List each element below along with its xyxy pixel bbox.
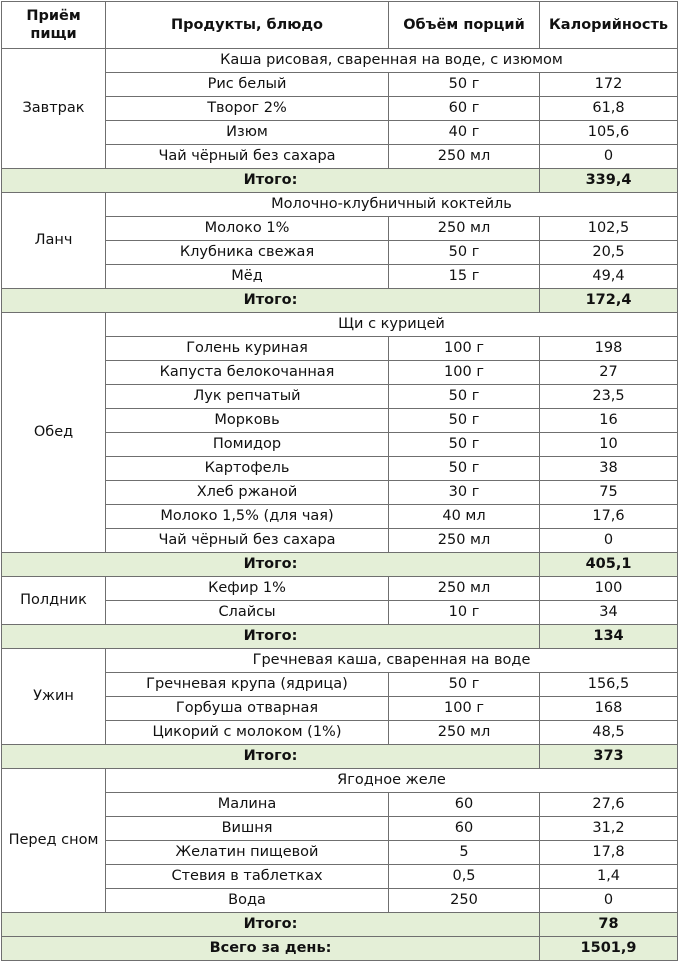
product-cell: Слайсы (106, 601, 389, 625)
product-cell: Молоко 1% (106, 217, 389, 241)
header-row (2, 2, 678, 49)
portion-cell: 100 г (389, 697, 540, 721)
total-value: 339,4 (540, 169, 678, 193)
portion-cell: 50 г (389, 409, 540, 433)
meal-name: Завтрак (2, 49, 106, 169)
calories-cell: 17,6 (540, 505, 678, 529)
total-label: Итого: (2, 169, 540, 193)
product-cell: Чай чёрный без сахара (106, 145, 389, 169)
calories-cell: 105,6 (540, 121, 678, 145)
portion-cell: 50 г (389, 673, 540, 697)
product-cell: Цикорий с молоком (1%) (106, 721, 389, 745)
product-cell: Творог 2% (106, 97, 389, 121)
calories-cell: 38 (540, 457, 678, 481)
product-cell: Малина (106, 793, 389, 817)
total-value: 373 (540, 745, 678, 769)
meal-name: Перед сном (2, 769, 106, 913)
total-label: Итого: (2, 289, 540, 313)
portion-cell: 250 (389, 889, 540, 913)
dish-name: Ягодное желе (106, 769, 678, 793)
portion-cell: 60 г (389, 97, 540, 121)
total-row (2, 625, 678, 649)
header-meal: Приём пищи (2, 2, 106, 49)
product-cell: Изюм (106, 121, 389, 145)
dish-row (2, 193, 678, 217)
portion-cell: 40 мл (389, 505, 540, 529)
portion-cell: 50 г (389, 385, 540, 409)
grand-total-label: Всего за день: (2, 937, 540, 961)
portion-cell: 40 г (389, 121, 540, 145)
portion-cell: 100 г (389, 337, 540, 361)
product-cell: Помидор (106, 433, 389, 457)
product-cell: Гречневая крупа (ядрица) (106, 673, 389, 697)
total-row (2, 169, 678, 193)
header-calories: Калорийность (540, 2, 678, 49)
portion-cell: 100 г (389, 361, 540, 385)
portion-cell: 50 г (389, 73, 540, 97)
total-value: 134 (540, 625, 678, 649)
portion-cell: 5 (389, 841, 540, 865)
calories-cell: 17,8 (540, 841, 678, 865)
product-cell: Вишня (106, 817, 389, 841)
product-cell: Горбуша отварная (106, 697, 389, 721)
calories-cell: 198 (540, 337, 678, 361)
total-row (2, 553, 678, 577)
total-value: 78 (540, 913, 678, 937)
header-portion: Объём порций (389, 2, 540, 49)
portion-cell: 0,5 (389, 865, 540, 889)
product-cell: Стевия в таблетках (106, 865, 389, 889)
dish-name: Молочно-клубничный коктейль (106, 193, 678, 217)
calories-cell: 1,4 (540, 865, 678, 889)
portion-cell: 250 мл (389, 217, 540, 241)
table-header (2, 2, 678, 49)
portion-cell: 250 мл (389, 145, 540, 169)
grand-total-row (2, 937, 678, 961)
table-body (2, 49, 678, 961)
calories-cell: 0 (540, 145, 678, 169)
total-label: Итого: (2, 625, 540, 649)
calories-cell: 31,2 (540, 817, 678, 841)
product-cell: Вода (106, 889, 389, 913)
table-row (2, 577, 678, 601)
meal-name: Обед (2, 313, 106, 553)
header-product: Продукты, блюдо (106, 2, 389, 49)
portion-cell: 50 г (389, 457, 540, 481)
calories-cell: 34 (540, 601, 678, 625)
calories-cell: 48,5 (540, 721, 678, 745)
portion-cell: 250 мл (389, 721, 540, 745)
product-cell: Мёд (106, 265, 389, 289)
calories-cell: 102,5 (540, 217, 678, 241)
calories-cell: 156,5 (540, 673, 678, 697)
product-cell: Картофель (106, 457, 389, 481)
calories-cell: 27 (540, 361, 678, 385)
grand-total-value: 1501,9 (540, 937, 678, 961)
product-cell: Морковь (106, 409, 389, 433)
dish-row (2, 649, 678, 673)
product-cell: Кефир 1% (106, 577, 389, 601)
product-cell: Капуста белокочанная (106, 361, 389, 385)
calories-cell: 0 (540, 889, 678, 913)
portion-cell: 50 г (389, 433, 540, 457)
total-label: Итого: (2, 913, 540, 937)
total-value: 172,4 (540, 289, 678, 313)
calories-cell: 100 (540, 577, 678, 601)
calories-cell: 75 (540, 481, 678, 505)
calories-cell: 61,8 (540, 97, 678, 121)
dish-row (2, 769, 678, 793)
meal-name: Полдник (2, 577, 106, 625)
portion-cell: 15 г (389, 265, 540, 289)
dish-name: Щи с курицей (106, 313, 678, 337)
portion-cell: 60 (389, 817, 540, 841)
calories-cell: 49,4 (540, 265, 678, 289)
portion-cell: 250 мл (389, 577, 540, 601)
dish-row (2, 49, 678, 73)
meal-name: Ужин (2, 649, 106, 745)
calories-cell: 20,5 (540, 241, 678, 265)
total-row (2, 289, 678, 313)
total-value: 405,1 (540, 553, 678, 577)
portion-cell: 30 г (389, 481, 540, 505)
product-cell: Рис белый (106, 73, 389, 97)
calories-cell: 27,6 (540, 793, 678, 817)
dish-row (2, 313, 678, 337)
calories-cell: 168 (540, 697, 678, 721)
dish-name: Каша рисовая, сваренная на воде, с изюмом (106, 49, 678, 73)
daily-menu-table (1, 1, 678, 961)
product-cell: Лук репчатый (106, 385, 389, 409)
total-label: Итого: (2, 745, 540, 769)
total-row (2, 913, 678, 937)
product-cell: Клубника свежая (106, 241, 389, 265)
calories-cell: 16 (540, 409, 678, 433)
product-cell: Желатин пищевой (106, 841, 389, 865)
portion-cell: 10 г (389, 601, 540, 625)
meal-name: Ланч (2, 193, 106, 289)
portion-cell: 50 г (389, 241, 540, 265)
calories-cell: 23,5 (540, 385, 678, 409)
product-cell: Молоко 1,5% (для чая) (106, 505, 389, 529)
product-cell: Голень куриная (106, 337, 389, 361)
portion-cell: 250 мл (389, 529, 540, 553)
dish-name: Гречневая каша, сваренная на воде (106, 649, 678, 673)
calories-cell: 10 (540, 433, 678, 457)
calories-cell: 0 (540, 529, 678, 553)
calories-cell: 172 (540, 73, 678, 97)
portion-cell: 60 (389, 793, 540, 817)
total-row (2, 745, 678, 769)
product-cell: Чай чёрный без сахара (106, 529, 389, 553)
total-label: Итого: (2, 553, 540, 577)
product-cell: Хлеб ржаной (106, 481, 389, 505)
